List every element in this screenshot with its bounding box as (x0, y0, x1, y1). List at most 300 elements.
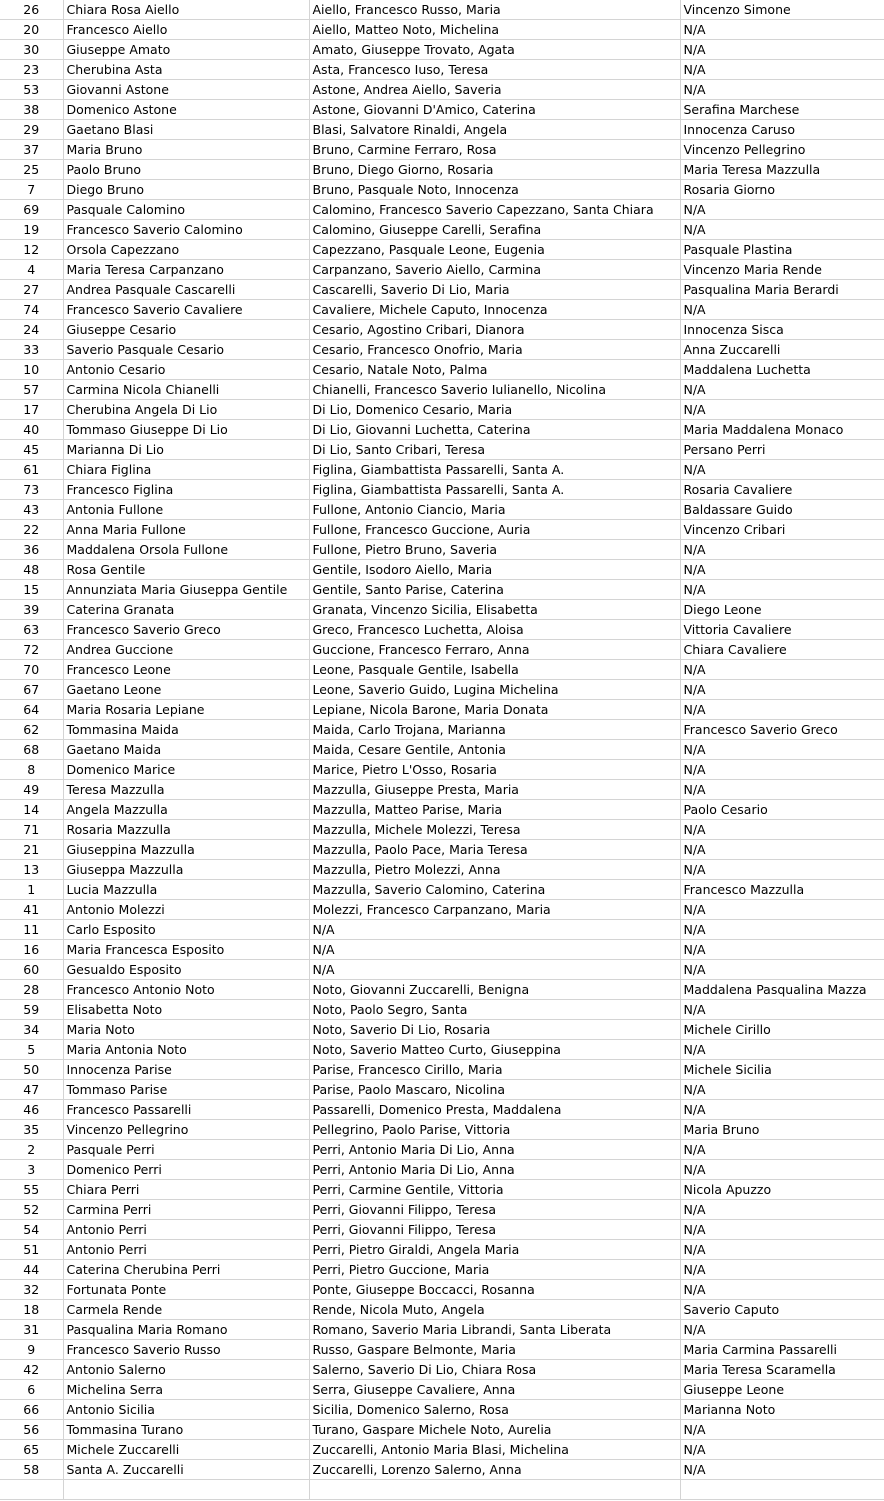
name-cell[interactable]: Francesco Saverio Greco (63, 620, 309, 640)
name-cell[interactable]: Giovanni Astone (63, 80, 309, 100)
name-cell[interactable]: Antonio Perri (63, 1240, 309, 1260)
id-cell[interactable]: 26 (0, 0, 63, 20)
name-cell[interactable]: Orsola Capezzano (63, 240, 309, 260)
id-cell[interactable]: 64 (0, 700, 63, 720)
id-cell[interactable]: 49 (0, 780, 63, 800)
parents-cell[interactable]: Fullone, Pietro Bruno, Saveria (309, 540, 680, 560)
parents-cell[interactable]: Perri, Pietro Guccione, Maria (309, 1260, 680, 1280)
id-cell[interactable]: 54 (0, 1220, 63, 1240)
name-cell[interactable]: Carmina Nicola Chianelli (63, 380, 309, 400)
name-cell[interactable]: Caterina Granata (63, 600, 309, 620)
parents-cell[interactable]: Cesario, Agostino Cribari, Dianora (309, 320, 680, 340)
spouse-cell[interactable]: N/A (680, 860, 884, 880)
spouse-cell[interactable]: Maddalena Pasqualina Mazza (680, 980, 884, 1000)
parents-cell[interactable]: Di Lio, Santo Cribari, Teresa (309, 440, 680, 460)
spouse-cell[interactable]: N/A (680, 1200, 884, 1220)
spouse-cell[interactable]: N/A (680, 560, 884, 580)
id-cell[interactable]: 48 (0, 560, 63, 580)
parents-cell[interactable]: Parise, Paolo Mascaro, Nicolina (309, 1080, 680, 1100)
spouse-cell[interactable]: N/A (680, 1440, 884, 1460)
id-cell[interactable]: 73 (0, 480, 63, 500)
id-cell[interactable]: 53 (0, 80, 63, 100)
id-cell[interactable]: 31 (0, 1320, 63, 1340)
parents-cell[interactable]: Serra, Giuseppe Cavaliere, Anna (309, 1380, 680, 1400)
name-cell[interactable]: Antonio Sicilia (63, 1400, 309, 1420)
parents-cell[interactable]: Perri, Antonio Maria Di Lio, Anna (309, 1140, 680, 1160)
name-cell[interactable]: Chiara Figlina (63, 460, 309, 480)
id-cell[interactable]: 69 (0, 200, 63, 220)
parents-cell[interactable]: Pellegrino, Paolo Parise, Vittoria (309, 1120, 680, 1140)
id-cell[interactable]: 40 (0, 420, 63, 440)
parents-cell[interactable]: Ponte, Giuseppe Boccacci, Rosanna (309, 1280, 680, 1300)
parents-cell[interactable]: Rende, Nicola Muto, Angela (309, 1300, 680, 1320)
name-cell[interactable]: Pasquale Calomino (63, 200, 309, 220)
parents-cell[interactable]: Zuccarelli, Antonio Maria Blasi, Michelina (309, 1440, 680, 1460)
name-cell[interactable]: Caterina Cherubina Perri (63, 1260, 309, 1280)
id-cell[interactable]: 1 (0, 880, 63, 900)
name-cell[interactable]: Andrea Pasquale Cascarelli (63, 280, 309, 300)
id-cell[interactable]: 30 (0, 40, 63, 60)
parents-cell[interactable]: Molezzi, Francesco Carpanzano, Maria (309, 900, 680, 920)
parents-cell[interactable]: Leone, Saverio Guido, Lugina Michelina (309, 680, 680, 700)
id-cell[interactable]: 5 (0, 1040, 63, 1060)
spouse-cell[interactable]: Diego Leone (680, 600, 884, 620)
spouse-cell[interactable]: N/A (680, 460, 884, 480)
spouse-cell[interactable]: N/A (680, 580, 884, 600)
spouse-cell[interactable]: Saverio Caputo (680, 1300, 884, 1320)
parents-cell[interactable]: Bruno, Diego Giorno, Rosaria (309, 160, 680, 180)
spouse-cell[interactable]: Paolo Cesario (680, 800, 884, 820)
parents-cell[interactable]: Calomino, Francesco Saverio Capezzano, Santa Chiara (309, 200, 680, 220)
name-cell[interactable]: Rosa Gentile (63, 560, 309, 580)
spouse-cell[interactable]: N/A (680, 840, 884, 860)
name-cell[interactable]: Francesco Saverio Cavaliere (63, 300, 309, 320)
name-cell[interactable]: Tommaso Giuseppe Di Lio (63, 420, 309, 440)
spouse-cell[interactable]: Nicola Apuzzo (680, 1180, 884, 1200)
parents-cell[interactable]: Bruno, Pasquale Noto, Innocenza (309, 180, 680, 200)
id-cell[interactable]: 58 (0, 1460, 63, 1480)
spouse-cell[interactable]: Vincenzo Pellegrino (680, 140, 884, 160)
parents-cell[interactable]: Mazzulla, Paolo Pace, Maria Teresa (309, 840, 680, 860)
id-cell[interactable]: 10 (0, 360, 63, 380)
parents-cell[interactable]: Passarelli, Domenico Presta, Maddalena (309, 1100, 680, 1120)
id-cell[interactable]: 4 (0, 260, 63, 280)
id-cell[interactable]: 21 (0, 840, 63, 860)
id-cell[interactable]: 45 (0, 440, 63, 460)
name-cell[interactable]: Diego Bruno (63, 180, 309, 200)
spouse-cell[interactable]: N/A (680, 400, 884, 420)
spouse-cell[interactable]: Vincenzo Simone (680, 0, 884, 20)
name-cell[interactable]: Fortunata Ponte (63, 1280, 309, 1300)
name-cell[interactable]: Andrea Guccione (63, 640, 309, 660)
spouse-cell[interactable]: Vincenzo Cribari (680, 520, 884, 540)
id-cell[interactable]: 14 (0, 800, 63, 820)
spouse-cell[interactable]: N/A (680, 820, 884, 840)
parents-cell[interactable]: Amato, Giuseppe Trovato, Agata (309, 40, 680, 60)
name-cell[interactable]: Maria Francesca Esposito (63, 940, 309, 960)
id-cell[interactable]: 27 (0, 280, 63, 300)
id-cell[interactable]: 55 (0, 1180, 63, 1200)
id-cell[interactable]: 52 (0, 1200, 63, 1220)
id-cell[interactable]: 41 (0, 900, 63, 920)
parents-cell[interactable]: Maida, Cesare Gentile, Antonia (309, 740, 680, 760)
id-cell[interactable]: 32 (0, 1280, 63, 1300)
id-cell[interactable]: 6 (0, 1380, 63, 1400)
spouse-cell[interactable]: Maria Maddalena Monaco (680, 420, 884, 440)
name-cell[interactable]: Antonia Fullone (63, 500, 309, 520)
spouse-cell[interactable]: N/A (680, 1460, 884, 1480)
parents-cell[interactable]: Gentile, Isodoro Aiello, Maria (309, 560, 680, 580)
spouse-cell[interactable]: N/A (680, 80, 884, 100)
name-cell[interactable]: Pasquale Perri (63, 1140, 309, 1160)
parents-cell[interactable]: Astone, Giovanni D'Amico, Caterina (309, 100, 680, 120)
id-cell[interactable]: 19 (0, 220, 63, 240)
parents-cell[interactable]: Sicilia, Domenico Salerno, Rosa (309, 1400, 680, 1420)
spouse-cell[interactable]: N/A (680, 1420, 884, 1440)
parents-cell[interactable]: N/A (309, 920, 680, 940)
id-cell[interactable]: 74 (0, 300, 63, 320)
parents-cell[interactable]: Carpanzano, Saverio Aiello, Carmina (309, 260, 680, 280)
id-cell[interactable]: 24 (0, 320, 63, 340)
parents-cell[interactable]: Fullone, Francesco Guccione, Auria (309, 520, 680, 540)
id-cell[interactable]: 47 (0, 1080, 63, 1100)
spouse-cell[interactable]: N/A (680, 1320, 884, 1340)
spouse-cell[interactable]: N/A (680, 1080, 884, 1100)
parents-cell[interactable]: N/A (309, 940, 680, 960)
spouse-cell[interactable]: N/A (680, 660, 884, 680)
parents-cell[interactable]: Zuccarelli, Lorenzo Salerno, Anna (309, 1460, 680, 1480)
id-cell[interactable]: 36 (0, 540, 63, 560)
spouse-cell[interactable]: N/A (680, 1140, 884, 1160)
name-cell[interactable] (63, 1480, 309, 1500)
id-cell[interactable]: 23 (0, 60, 63, 80)
parents-cell[interactable]: Astone, Andrea Aiello, Saveria (309, 80, 680, 100)
parents-cell[interactable]: Granata, Vincenzo Sicilia, Elisabetta (309, 600, 680, 620)
spouse-cell[interactable]: Maria Carmina Passarelli (680, 1340, 884, 1360)
id-cell[interactable]: 20 (0, 20, 63, 40)
name-cell[interactable]: Francesco Antonio Noto (63, 980, 309, 1000)
spouse-cell[interactable]: N/A (680, 680, 884, 700)
id-cell[interactable] (0, 1480, 63, 1500)
id-cell[interactable]: 68 (0, 740, 63, 760)
spouse-cell[interactable]: Maria Teresa Scaramella (680, 1360, 884, 1380)
spouse-cell[interactable]: N/A (680, 900, 884, 920)
parents-cell[interactable]: Russo, Gaspare Belmonte, Maria (309, 1340, 680, 1360)
spouse-cell[interactable]: N/A (680, 1040, 884, 1060)
spouse-cell[interactable]: Michele Sicilia (680, 1060, 884, 1080)
parents-cell[interactable]: Lepiane, Nicola Barone, Maria Donata (309, 700, 680, 720)
name-cell[interactable]: Domenico Perri (63, 1160, 309, 1180)
parents-cell[interactable]: Leone, Pasquale Gentile, Isabella (309, 660, 680, 680)
id-cell[interactable]: 33 (0, 340, 63, 360)
parents-cell[interactable] (309, 1480, 680, 1500)
name-cell[interactable]: Paolo Bruno (63, 160, 309, 180)
spouse-cell[interactable]: Marianna Noto (680, 1400, 884, 1420)
spouse-cell[interactable]: Pasqualina Maria Berardi (680, 280, 884, 300)
parents-cell[interactable]: Capezzano, Pasquale Leone, Eugenia (309, 240, 680, 260)
parents-cell[interactable]: Di Lio, Giovanni Luchetta, Caterina (309, 420, 680, 440)
parents-cell[interactable]: Mazzulla, Michele Molezzi, Teresa (309, 820, 680, 840)
spouse-cell[interactable]: N/A (680, 20, 884, 40)
parents-cell[interactable]: Turano, Gaspare Michele Noto, Aurelia (309, 1420, 680, 1440)
name-cell[interactable]: Antonio Cesario (63, 360, 309, 380)
parents-cell[interactable]: Blasi, Salvatore Rinaldi, Angela (309, 120, 680, 140)
parents-cell[interactable]: Calomino, Giuseppe Carelli, Serafina (309, 220, 680, 240)
spouse-cell[interactable]: N/A (680, 780, 884, 800)
parents-cell[interactable]: Aiello, Matteo Noto, Michelina (309, 20, 680, 40)
spouse-cell[interactable]: N/A (680, 200, 884, 220)
parents-cell[interactable]: Perri, Giovanni Filippo, Teresa (309, 1220, 680, 1240)
spouse-cell[interactable]: N/A (680, 1100, 884, 1120)
id-cell[interactable]: 60 (0, 960, 63, 980)
name-cell[interactable]: Giuseppe Amato (63, 40, 309, 60)
id-cell[interactable]: 50 (0, 1060, 63, 1080)
parents-cell[interactable]: Noto, Paolo Segro, Santa (309, 1000, 680, 1020)
parents-cell[interactable]: Noto, Saverio Di Lio, Rosaria (309, 1020, 680, 1040)
spouse-cell[interactable]: N/A (680, 220, 884, 240)
id-cell[interactable]: 65 (0, 1440, 63, 1460)
parents-cell[interactable]: Aiello, Francesco Russo, Maria (309, 0, 680, 20)
name-cell[interactable]: Antonio Salerno (63, 1360, 309, 1380)
spouse-cell[interactable]: Rosaria Giorno (680, 180, 884, 200)
name-cell[interactable]: Antonio Molezzi (63, 900, 309, 920)
id-cell[interactable]: 46 (0, 1100, 63, 1120)
parents-cell[interactable]: Cesario, Natale Noto, Palma (309, 360, 680, 380)
id-cell[interactable]: 67 (0, 680, 63, 700)
name-cell[interactable]: Elisabetta Noto (63, 1000, 309, 1020)
name-cell[interactable]: Carmina Perri (63, 1200, 309, 1220)
id-cell[interactable]: 34 (0, 1020, 63, 1040)
spouse-cell[interactable]: N/A (680, 1000, 884, 1020)
spouse-cell[interactable]: Francesco Mazzulla (680, 880, 884, 900)
name-cell[interactable]: Maria Antonia Noto (63, 1040, 309, 1060)
name-cell[interactable]: Gaetano Blasi (63, 120, 309, 140)
name-cell[interactable]: Angela Mazzulla (63, 800, 309, 820)
name-cell[interactable]: Maddalena Orsola Fullone (63, 540, 309, 560)
spouse-cell[interactable]: N/A (680, 760, 884, 780)
parents-cell[interactable]: Mazzulla, Saverio Calomino, Caterina (309, 880, 680, 900)
id-cell[interactable]: 11 (0, 920, 63, 940)
spouse-cell[interactable]: Vincenzo Maria Rende (680, 260, 884, 280)
id-cell[interactable]: 12 (0, 240, 63, 260)
spouse-cell[interactable]: Pasquale Plastina (680, 240, 884, 260)
parents-cell[interactable]: Mazzulla, Pietro Molezzi, Anna (309, 860, 680, 880)
id-cell[interactable]: 22 (0, 520, 63, 540)
name-cell[interactable]: Francesco Aiello (63, 20, 309, 40)
id-cell[interactable]: 66 (0, 1400, 63, 1420)
spouse-cell[interactable]: N/A (680, 740, 884, 760)
parents-cell[interactable]: Figlina, Giambattista Passarelli, Santa A. (309, 480, 680, 500)
parents-cell[interactable]: Perri, Carmine Gentile, Vittoria (309, 1180, 680, 1200)
name-cell[interactable]: Lucia Mazzulla (63, 880, 309, 900)
id-cell[interactable]: 39 (0, 600, 63, 620)
spouse-cell[interactable]: Maria Bruno (680, 1120, 884, 1140)
parents-cell[interactable]: N/A (309, 960, 680, 980)
parents-cell[interactable]: Mazzulla, Matteo Parise, Maria (309, 800, 680, 820)
name-cell[interactable]: Vincenzo Pellegrino (63, 1120, 309, 1140)
name-cell[interactable]: Chiara Perri (63, 1180, 309, 1200)
spouse-cell[interactable]: N/A (680, 1260, 884, 1280)
name-cell[interactable]: Tommasina Turano (63, 1420, 309, 1440)
name-cell[interactable]: Giuseppa Mazzulla (63, 860, 309, 880)
name-cell[interactable]: Michele Zuccarelli (63, 1440, 309, 1460)
parents-cell[interactable]: Figlina, Giambattista Passarelli, Santa A. (309, 460, 680, 480)
spouse-cell[interactable]: Maddalena Luchetta (680, 360, 884, 380)
id-cell[interactable]: 17 (0, 400, 63, 420)
spouse-cell[interactable]: Innocenza Sisca (680, 320, 884, 340)
parents-cell[interactable]: Parise, Francesco Cirillo, Maria (309, 1060, 680, 1080)
name-cell[interactable]: Tommasina Maida (63, 720, 309, 740)
parents-cell[interactable]: Mazzulla, Giuseppe Presta, Maria (309, 780, 680, 800)
id-cell[interactable]: 62 (0, 720, 63, 740)
id-cell[interactable]: 57 (0, 380, 63, 400)
id-cell[interactable]: 56 (0, 1420, 63, 1440)
id-cell[interactable]: 2 (0, 1140, 63, 1160)
name-cell[interactable]: Carlo Esposito (63, 920, 309, 940)
parents-cell[interactable]: Marice, Pietro L'Osso, Rosaria (309, 760, 680, 780)
name-cell[interactable]: Maria Noto (63, 1020, 309, 1040)
spouse-cell[interactable]: Innocenza Caruso (680, 120, 884, 140)
spouse-cell[interactable]: N/A (680, 960, 884, 980)
name-cell[interactable]: Tommaso Parise (63, 1080, 309, 1100)
spouse-cell[interactable]: Serafina Marchese (680, 100, 884, 120)
parents-cell[interactable]: Perri, Giovanni Filippo, Teresa (309, 1200, 680, 1220)
name-cell[interactable]: Pasqualina Maria Romano (63, 1320, 309, 1340)
id-cell[interactable]: 37 (0, 140, 63, 160)
spouse-cell[interactable]: Chiara Cavaliere (680, 640, 884, 660)
id-cell[interactable]: 28 (0, 980, 63, 1000)
parents-cell[interactable]: Noto, Giovanni Zuccarelli, Benigna (309, 980, 680, 1000)
spouse-cell[interactable]: N/A (680, 1240, 884, 1260)
name-cell[interactable]: Cherubina Angela Di Lio (63, 400, 309, 420)
name-cell[interactable]: Carmela Rende (63, 1300, 309, 1320)
name-cell[interactable]: Gesualdo Esposito (63, 960, 309, 980)
name-cell[interactable]: Saverio Pasquale Cesario (63, 340, 309, 360)
parents-cell[interactable]: Bruno, Carmine Ferraro, Rosa (309, 140, 680, 160)
parents-cell[interactable]: Chianelli, Francesco Saverio Iulianello, Nicolina (309, 380, 680, 400)
name-cell[interactable]: Chiara Rosa Aiello (63, 0, 309, 20)
id-cell[interactable]: 70 (0, 660, 63, 680)
id-cell[interactable]: 8 (0, 760, 63, 780)
spouse-cell[interactable]: N/A (680, 380, 884, 400)
spouse-cell[interactable]: Anna Zuccarelli (680, 340, 884, 360)
spouse-cell[interactable]: Michele Cirillo (680, 1020, 884, 1040)
id-cell[interactable]: 63 (0, 620, 63, 640)
parents-cell[interactable]: Asta, Francesco Iuso, Teresa (309, 60, 680, 80)
parents-cell[interactable]: Di Lio, Domenico Cesario, Maria (309, 400, 680, 420)
spouse-cell[interactable]: N/A (680, 1280, 884, 1300)
name-cell[interactable]: Innocenza Parise (63, 1060, 309, 1080)
spouse-cell[interactable]: N/A (680, 1220, 884, 1240)
parents-cell[interactable]: Cesario, Francesco Onofrio, Maria (309, 340, 680, 360)
id-cell[interactable]: 38 (0, 100, 63, 120)
parents-cell[interactable]: Guccione, Francesco Ferraro, Anna (309, 640, 680, 660)
name-cell[interactable]: Gaetano Leone (63, 680, 309, 700)
name-cell[interactable]: Francesco Passarelli (63, 1100, 309, 1120)
id-cell[interactable]: 15 (0, 580, 63, 600)
id-cell[interactable]: 71 (0, 820, 63, 840)
spouse-cell[interactable]: Baldassare Guido (680, 500, 884, 520)
spouse-cell[interactable]: N/A (680, 700, 884, 720)
name-cell[interactable]: Francesco Saverio Calomino (63, 220, 309, 240)
parents-cell[interactable]: Fullone, Antonio Ciancio, Maria (309, 500, 680, 520)
parents-cell[interactable]: Greco, Francesco Luchetta, Aloisa (309, 620, 680, 640)
spouse-cell[interactable]: Giuseppe Leone (680, 1380, 884, 1400)
spouse-cell[interactable]: Vittoria Cavaliere (680, 620, 884, 640)
id-cell[interactable]: 61 (0, 460, 63, 480)
parents-cell[interactable]: Noto, Saverio Matteo Curto, Giuseppina (309, 1040, 680, 1060)
name-cell[interactable]: Francesco Leone (63, 660, 309, 680)
parents-cell[interactable]: Perri, Antonio Maria Di Lio, Anna (309, 1160, 680, 1180)
id-cell[interactable]: 7 (0, 180, 63, 200)
spouse-cell[interactable]: N/A (680, 60, 884, 80)
id-cell[interactable]: 3 (0, 1160, 63, 1180)
name-cell[interactable]: Maria Teresa Carpanzano (63, 260, 309, 280)
id-cell[interactable]: 72 (0, 640, 63, 660)
name-cell[interactable]: Annunziata Maria Giuseppa Gentile (63, 580, 309, 600)
parents-cell[interactable]: Gentile, Santo Parise, Caterina (309, 580, 680, 600)
id-cell[interactable]: 18 (0, 1300, 63, 1320)
name-cell[interactable]: Francesco Figlina (63, 480, 309, 500)
spouse-cell[interactable]: N/A (680, 300, 884, 320)
name-cell[interactable]: Marianna Di Lio (63, 440, 309, 460)
id-cell[interactable]: 9 (0, 1340, 63, 1360)
name-cell[interactable]: Maria Rosaria Lepiane (63, 700, 309, 720)
spouse-cell[interactable]: Francesco Saverio Greco (680, 720, 884, 740)
id-cell[interactable]: 35 (0, 1120, 63, 1140)
id-cell[interactable]: 25 (0, 160, 63, 180)
spouse-cell[interactable]: N/A (680, 40, 884, 60)
parents-cell[interactable]: Romano, Saverio Maria Librandi, Santa Liberata (309, 1320, 680, 1340)
spouse-cell[interactable] (680, 1480, 884, 1500)
name-cell[interactable]: Giuseppe Cesario (63, 320, 309, 340)
id-cell[interactable]: 44 (0, 1260, 63, 1280)
id-cell[interactable]: 13 (0, 860, 63, 880)
spouse-cell[interactable]: Persano Perri (680, 440, 884, 460)
id-cell[interactable]: 43 (0, 500, 63, 520)
name-cell[interactable]: Rosaria Mazzulla (63, 820, 309, 840)
spouse-cell[interactable]: N/A (680, 1160, 884, 1180)
name-cell[interactable]: Francesco Saverio Russo (63, 1340, 309, 1360)
spouse-cell[interactable]: N/A (680, 920, 884, 940)
spouse-cell[interactable]: N/A (680, 540, 884, 560)
name-cell[interactable]: Cherubina Asta (63, 60, 309, 80)
name-cell[interactable]: Domenico Marice (63, 760, 309, 780)
parents-cell[interactable]: Maida, Carlo Trojana, Marianna (309, 720, 680, 740)
spouse-cell[interactable]: N/A (680, 940, 884, 960)
name-cell[interactable]: Maria Bruno (63, 140, 309, 160)
parents-cell[interactable]: Salerno, Saverio Di Lio, Chiara Rosa (309, 1360, 680, 1380)
id-cell[interactable]: 29 (0, 120, 63, 140)
name-cell[interactable]: Gaetano Maida (63, 740, 309, 760)
name-cell[interactable]: Giuseppina Mazzulla (63, 840, 309, 860)
id-cell[interactable]: 16 (0, 940, 63, 960)
parents-cell[interactable]: Cavaliere, Michele Caputo, Innocenza (309, 300, 680, 320)
parents-cell[interactable]: Cascarelli, Saverio Di Lio, Maria (309, 280, 680, 300)
spouse-cell[interactable]: Maria Teresa Mazzulla (680, 160, 884, 180)
parents-cell[interactable]: Perri, Pietro Giraldi, Angela Maria (309, 1240, 680, 1260)
id-cell[interactable]: 51 (0, 1240, 63, 1260)
name-cell[interactable]: Antonio Perri (63, 1220, 309, 1240)
name-cell[interactable]: Michelina Serra (63, 1380, 309, 1400)
name-cell[interactable]: Santa A. Zuccarelli (63, 1460, 309, 1480)
name-cell[interactable]: Domenico Astone (63, 100, 309, 120)
id-cell[interactable]: 59 (0, 1000, 63, 1020)
name-cell[interactable]: Anna Maria Fullone (63, 520, 309, 540)
id-cell[interactable]: 42 (0, 1360, 63, 1380)
name-cell[interactable]: Teresa Mazzulla (63, 780, 309, 800)
spouse-cell[interactable]: Rosaria Cavaliere (680, 480, 884, 500)
